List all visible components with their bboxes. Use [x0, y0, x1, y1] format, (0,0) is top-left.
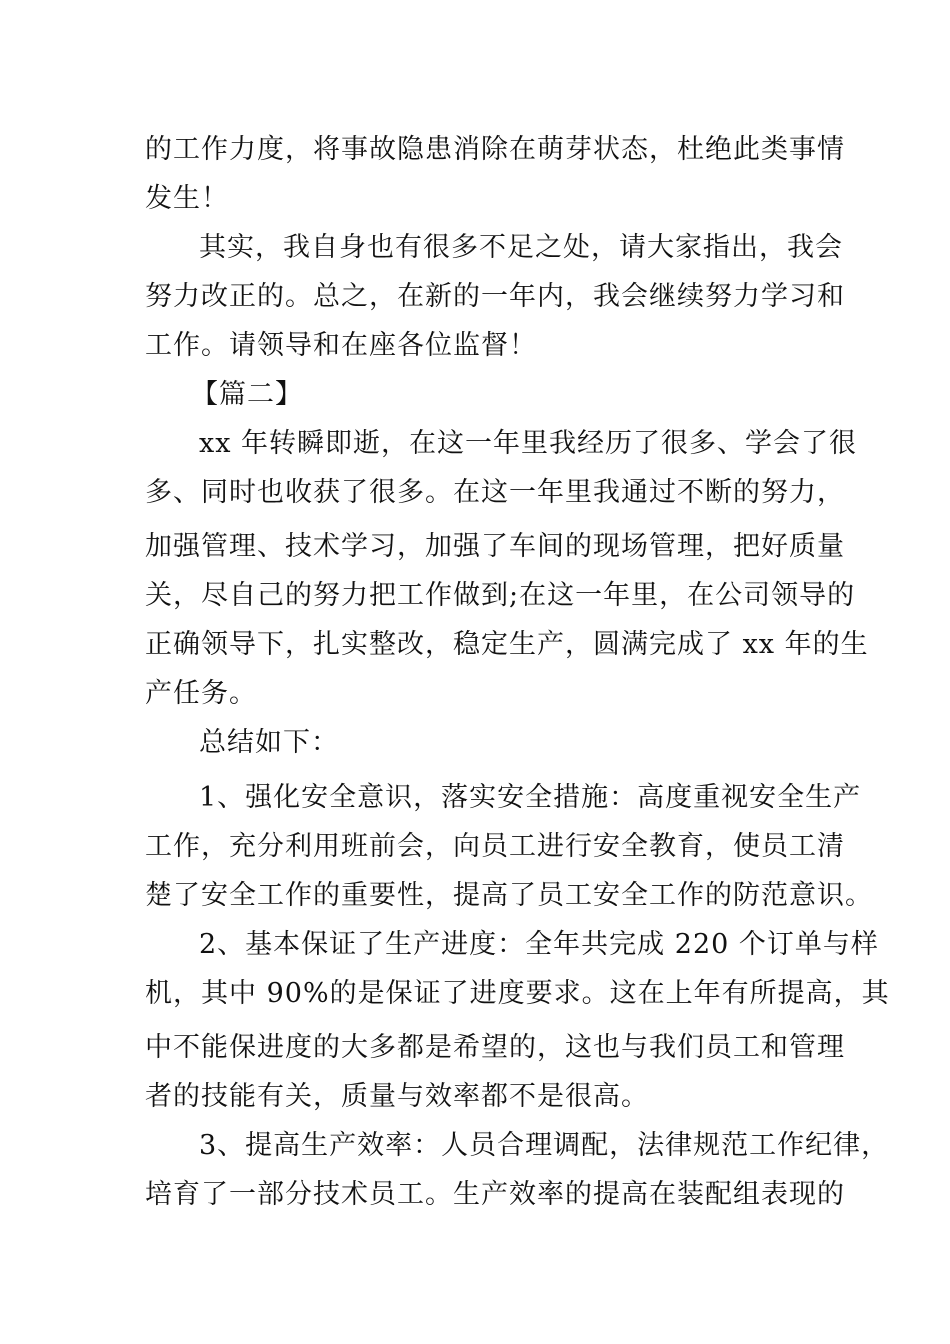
text-line: 关，尽自己的努力把工作做到;在这一年里，在公司领导的 [145, 580, 856, 611]
text-line: 机，其中 90%的是保证了进度要求。这在上年有所提高，其 [145, 978, 890, 1009]
text-line: 努力改正的。总之，在新的一年内，我会继续努力学习和 [145, 281, 845, 312]
list-item-start: 3、提高生产效率：人员合理调配，法律规范工作纪律， [199, 1130, 890, 1161]
text-line: 工作，充分利用班前会，向员工进行安全教育，使员工清 [145, 831, 845, 862]
text-line: 楚了安全工作的重要性，提高了员工安全工作的防范意识。 [145, 880, 873, 911]
text-line: 工作。请领导和在座各位监督！ [145, 330, 537, 361]
paragraph-start: 总结如下： [199, 727, 339, 758]
list-item-start: 2、基本保证了生产进度：全年共完成 220 个订单与样 [199, 929, 879, 960]
paragraph-start: 其实，我自身也有很多不足之处，请大家指出，我会 [199, 232, 843, 263]
text-line: 产任务。 [145, 678, 257, 709]
text-line: 发生！ [145, 183, 229, 214]
text-line: 多、同时也收获了很多。在这一年里我通过不断的努力， [145, 477, 845, 508]
text-line: 加强管理、技术学习，加强了车间的现场管理，把好质量 [145, 531, 845, 562]
text-line: 培育了一部分技术员工。生产效率的提高在装配组表现的 [145, 1179, 845, 1210]
text-line: 的工作力度，将事故隐患消除在萌芽状态，杜绝此类事情 [145, 134, 845, 165]
text-line: 中不能保进度的大多都是希望的，这也与我们员工和管理 [145, 1032, 845, 1063]
text-line: 者的技能有关，质量与效率都不是很高。 [145, 1081, 649, 1112]
list-item-start: 1、强化安全意识，落实安全措施：高度重视安全生产 [199, 782, 862, 813]
text-line: 正确领导下，扎实整改，稳定生产，圆满完成了 xx 年的生 [145, 629, 869, 660]
paragraph-start: xx 年转瞬即逝，在这一年里我经历了很多、学会了很 [199, 428, 858, 459]
section-heading: 【篇二】 [191, 379, 303, 410]
